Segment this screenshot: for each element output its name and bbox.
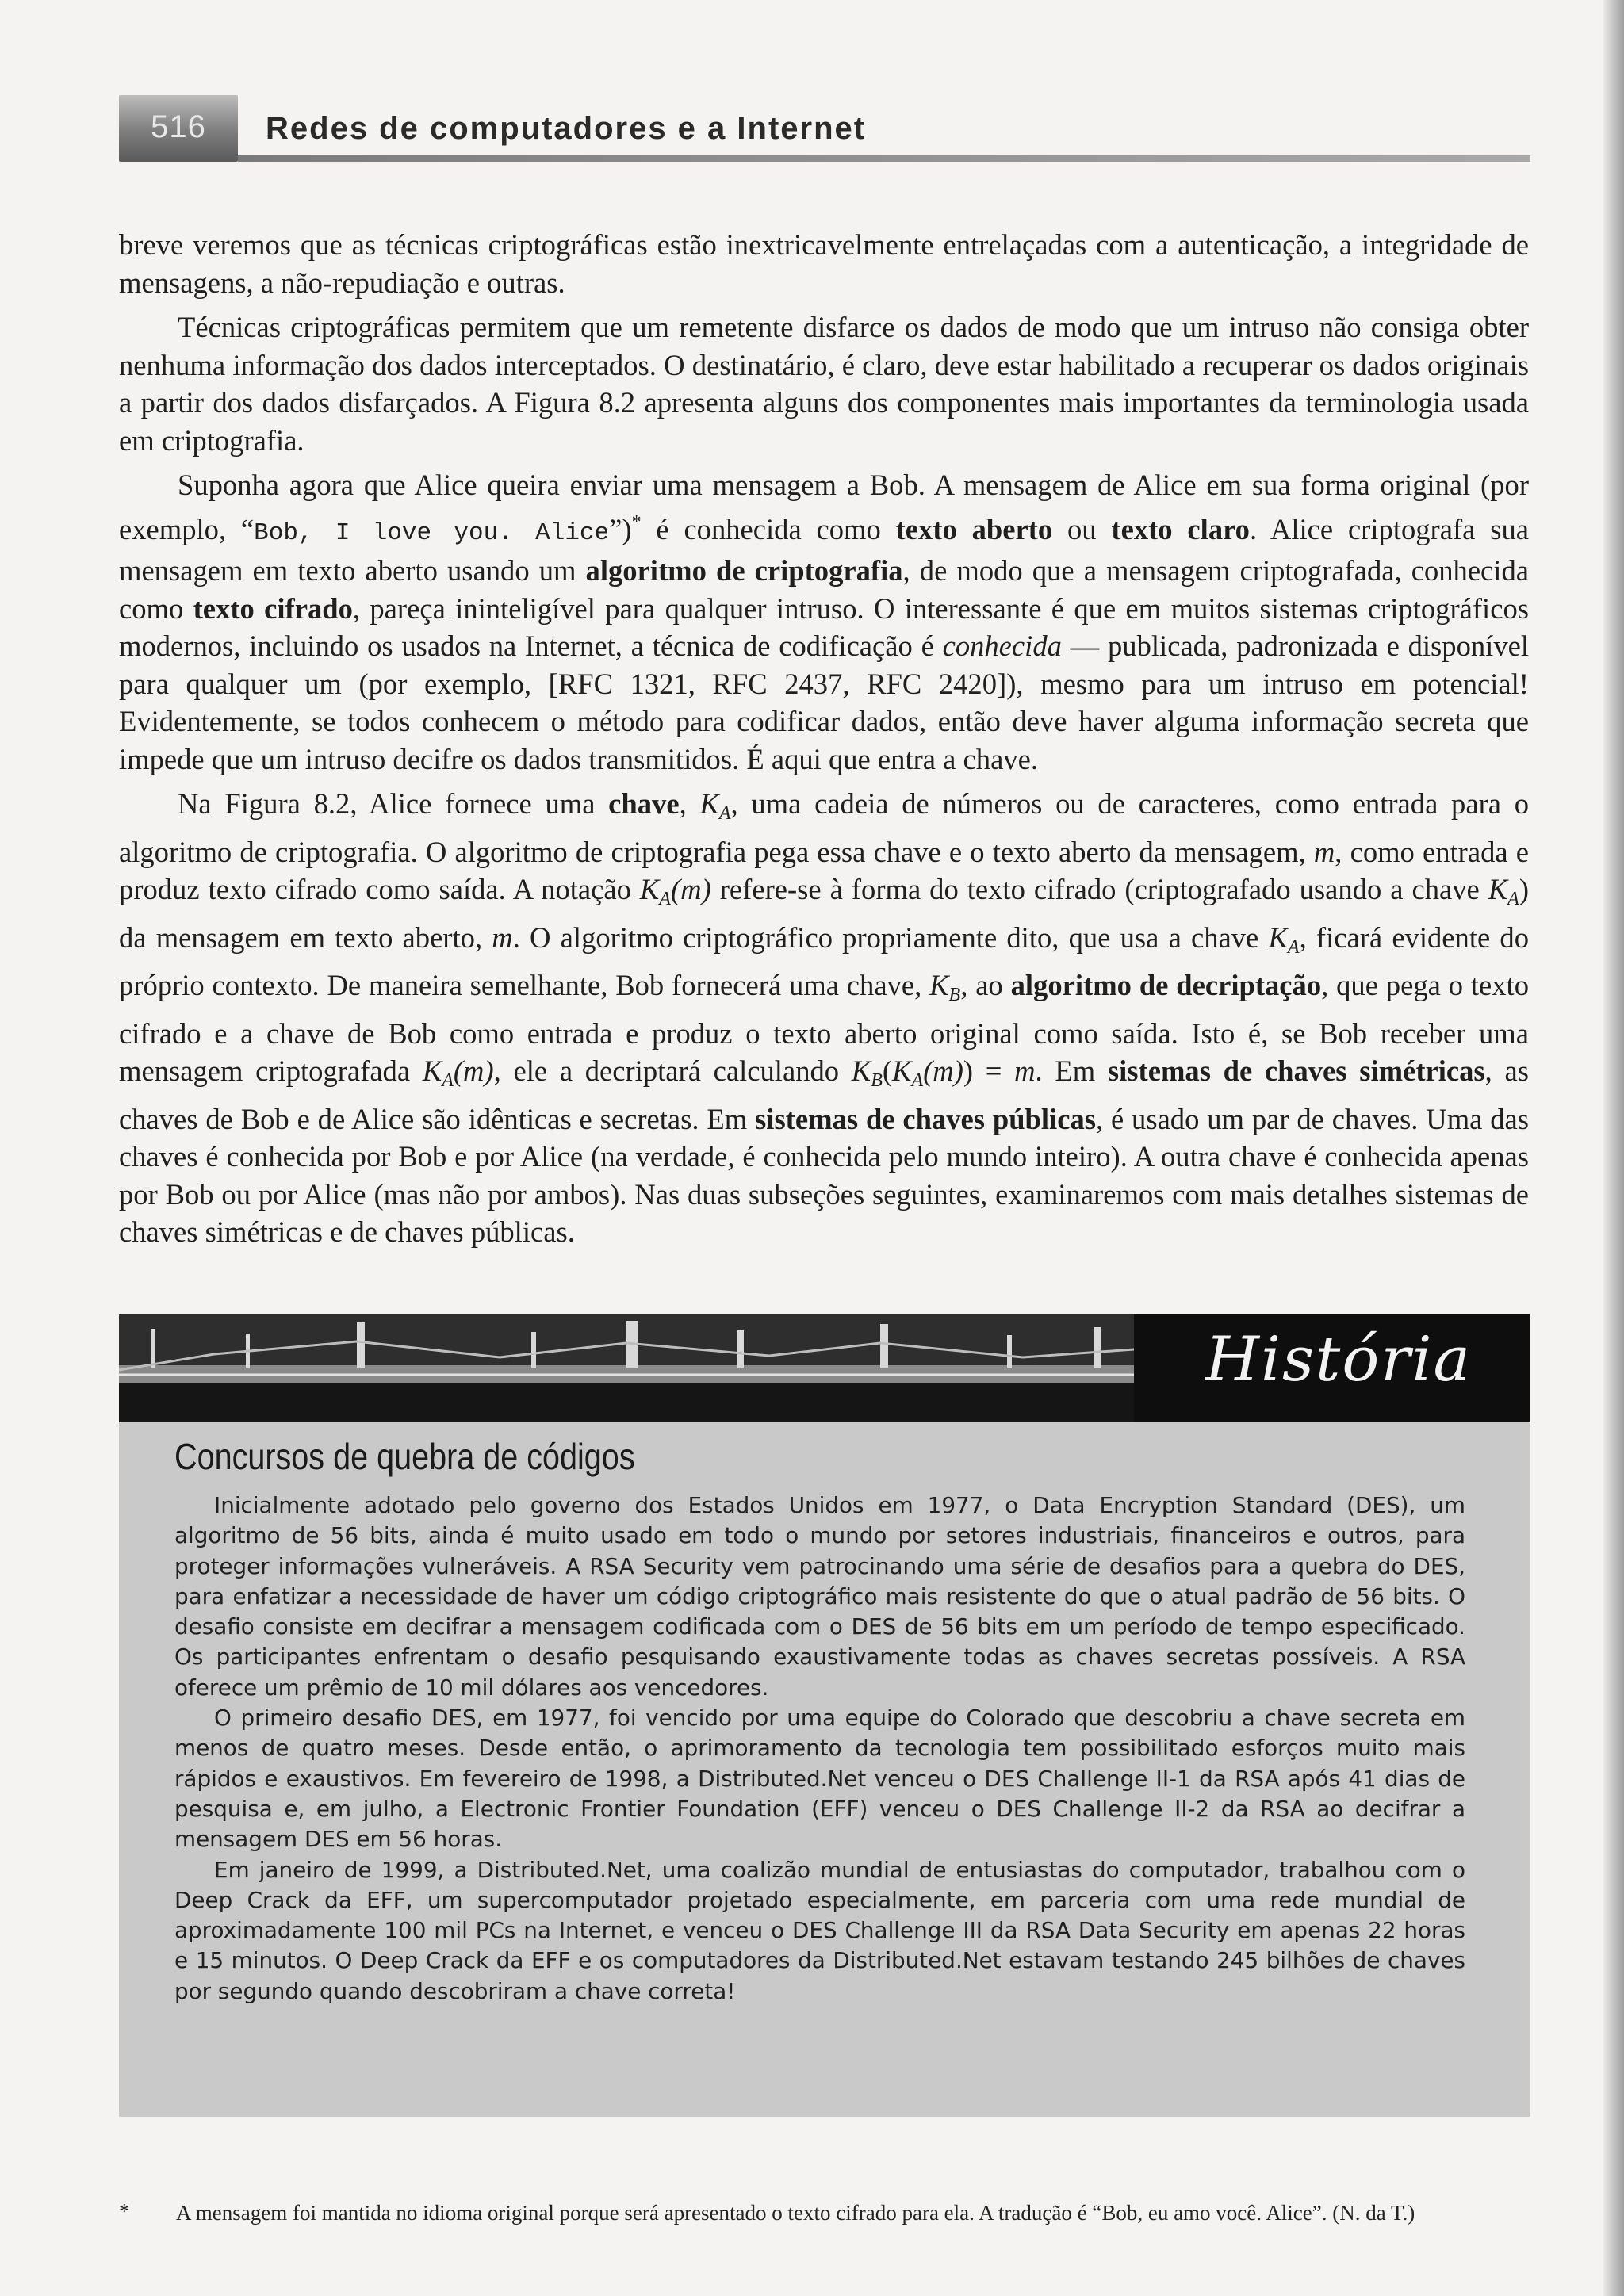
term-chaves-simetricas: sistemas de chaves simétricas [1107,1054,1485,1087]
term-texto-aberto: texto aberto [895,512,1053,545]
history-box [119,1314,1530,2117]
paragraph-4: Na Figura 8.2, Alice fornece uma chave, $K_A$, uma cadeia de números ou de caracteres, como entrada para o algoritmo de criptografia. O algoritmo de criptografia pega essa chave e o texto aberto da mensagem, m, como entrada e produz texto cifrado como saída. A notação $K_A(m)$ refere-se à forma do texto cifrado (criptografado usando a chave $K_A$) da mensagem em texto aberto, m. O algoritmo criptográfico propriamente dito, que usa a chave $K_A$, ficará evidente do próprio contexto. De maneira semelhante, Bob fornecerá uma chave, $K_B$, ao algoritmo de decriptação, que pega o texto cifrado e a chave de Bob como entrada e produz o texto aberto original como saída. Isto é, se Bob receber uma mensagem criptografada $K_A(m)$, ele a decriptará calculando $K_B(K_A(m)) = m$. Em sistemas de chaves simétricas, as chaves de Bob e de Alice são idênticas e secretas. Em sistemas de chaves públicas, é usado um par de chaves. Uma das chaves é conhecida por Bob e por Alice (na verdade, é conhecida pelo mundo inteiro). A outra chave é conhecida apenas por Bob ou por Alice (mas não por ambos). Nas duas subseções seguintes, examinaremos com mais detalhes sistemas de chaves simétricas e de chaves públicas. [119,787,1529,1248]
running-title: Redes de computadores e a Internet [266,111,867,146]
page-number: 516 [151,109,206,144]
history-paragraph-1: Inicialmente adotado pelo governo dos Estados Unidos em 1977, o Data Encryption Standard (DES), um algoritmo de 56 bits, ainda é muito usado em todo o mundo por setores industriais, financeiros e outros, para proteger informações vulneráveis. A RSA Security vem patrocinando uma série de desafios para a quebra do DES, para enfatizar a necessidade de haver um código criptográfico mais resistente do que o atual padrão de 56 bits. O desafio consiste em decifrar a mensagem codificada com o DES de 56 bits em um período de tempo especificado. Os participantes enfrentam o desafio pesquisando exaustivamente todas as chaves secretas possíveis. A RSA oferece um prêmio de 10 mil dólares aos vencedores. [174,1492,1465,1701]
term-texto-claro: texto claro [1111,512,1250,545]
term-algoritmo-decriptacao: algoritmo de decriptação [1010,969,1322,1001]
header-rule [238,155,1530,162]
page-number-box [119,95,238,162]
paragraph-1: breve veremos que as técnicas criptográficas estão inextricavelmente entrelaçadas com a autenticação, a integridade de mensagens, a não-repudiação e outras. [119,228,1529,299]
footnote-mark: * [119,2199,130,2223]
body-text [119,226,1529,1251]
history-title: Concursos de quebra de códigos [174,1436,635,1477]
bridge-image [119,1314,1134,1422]
history-banner [119,1314,1530,1422]
term-chave: chave [608,787,680,820]
history-label: História [1205,1324,1473,1395]
history-paragraph-2: O primeiro desafio DES, em 1977, foi vencido por uma equipe do Colorado que descobriu a chave secreta em menos de quatro meses. Desde então, o aprimoramento da tecnologia tem possibilitado esforços muito mais rápidos e exaustivos. Em fevereiro de 1998, a Distributed.Net venceu o DES Challenge II-1 da RSA após 41 dias de pesquisa e, em julho, a Electronic Frontier Foundation (EFF) venceu o DES Challenge II-2 da RSA ao decifrar a mensagem DES em 56 horas. [174,1705,1465,1853]
example-message: Bob, I love you. Alice [254,519,610,547]
footnote-text: A mensagem foi mantida no idioma original porque será apresentado o texto cifrado para ela. A tradução é “Bob, eu amo você. Alice”. (N. da T.) [176,2201,1415,2225]
banner-photo [119,1314,1134,1422]
footnote-ref: * [631,511,642,533]
term-algoritmo-criptografia: algoritmo de criptografia [585,554,903,587]
term-texto-cifrado: texto cifrado [193,591,353,625]
page-edge-shadow [1603,0,1624,2296]
history-paragraph-3: Em janeiro de 1999, a Distributed.Net, uma coalizão mundial de entusiastas do computador, trabalhou com o Deep Crack da EFF, um supercomputador projetado especialmente, em parceria com uma rede mundial de aproximadamente 100 mil PCs na Internet, e venceu o DES Challenge III da RSA Data Security em apenas 22 horas e 15 minutos. O Deep Crack da EFF e os computadores da Distributed.Net estavam testando 245 bilhões de chaves por segundo quando descobriram a chave correta! [174,1856,1465,2004]
page-header [119,95,1530,162]
paragraph-2: Técnicas criptográficas permitem que um remetente disfarce os dados de modo que um intruso não consiga obter nenhuma informação dos dados interceptados. O destinatário, é claro, deve estar habilitado a recuperar os dados originais a partir dos dados disfarçados. A Figura 8.2 apresenta alguns dos componentes mais importantes da terminologia usada em criptografia. [119,311,1529,457]
term-chaves-publicas: sistemas de chaves públicas [755,1102,1096,1135]
paragraph-3: Suponha agora que Alice queira enviar uma mensagem a Bob. A mensagem de Alice em sua forma original (por exemplo, “Bob, I love you. Alice”)* é conhecida como texto aberto ou texto claro. Alice criptografa sua mensagem em texto aberto usando um algoritmo de criptografia, de modo que a mensagem criptografada, conhecida como texto cifrado, pareça ininteligível para qualquer intruso. O interessante é que em muitos sistemas criptográficos modernos, incluindo os usados na Internet, a técnica de codificação é conhecida — publicada, padronizada e disponível para qualquer um (por exemplo, [RFC 1321, RFC 2437, RFC 2420]), mesmo para um intruso em potencial! Evidentemente, se todos conhecem o método para codificar dados, então deve haver alguma informação secreta que impede que um intruso decifre os dados transmitidos. É aqui que entra a chave. [119,469,1530,775]
history-text [174,1490,1465,2007]
